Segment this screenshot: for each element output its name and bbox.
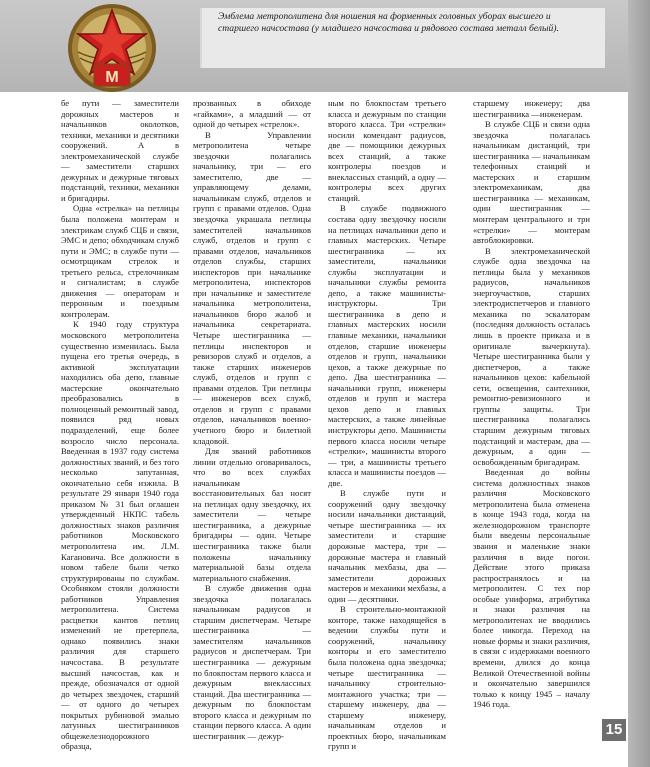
image-caption: Эмблема метрополитена для ношения на форменных головных уборах высшего и старшего начсостава (у младшего начсостава и рядового состава металл белый).: [200, 8, 605, 68]
paragraph: бе пути — заместители дорожных мастеров и начальников околотков, техники, механики и десятники сооружений. А в электромеханической службе — заместители старших дежурных и дежурные тяговых подстанций, техники, механики и бригадиры.: [61, 98, 179, 203]
paragraph: Введенная до войны система должностных знаков различия Московского метрополитена была отменена в конце 1943 года, когда на железнодорожном транспорте были введены персональные звания и маленькие знаки различия в виде погон. Действие этого приказа распространялось и на метрополитен. С тех пор особые униформа, атрибутика и знаки различия на метрополитенах не вводились более никогда. Переход на новые формы и знаки различия, в связи с издержками военного времени, длился до конца Великой Отечественной войны и окончательно завершился только к концу 1945 – началу 1946 года.: [473, 467, 590, 710]
paragraph: старшему инженеру; два шестигранника —инженерам.: [473, 98, 590, 119]
paragraph: Для званий работников линии отдельно оговаривалось, что во всех службах начальникам восстановительных баз носят на петлицах одну звездочку, их заместители — четыре шестигранника, а дежурные бригадиры — один. Четыре шестигранника также были положены начальнику материальной базы отдела материального снабжения.: [193, 446, 311, 583]
paragraph: В службе подвижного состава одну звездочку носили на петлицах начальники депо и главных мастерских. Четыре шестигранника — их заместители, начальники службы эксплуатации и начальники службы ремонта депо, а также машинисты-инструкторы. Три шестигранника в депо и главных мастерских носили главные механики, начальники отделов, старшие инженеры отделов и групп, начальники цехов, а также дежурные по депо. Два шестигранника — начальники групп, инженеры отделов и групп и мастера цехов депо и главных мастерских, а также линейные инструкторы депо. Машинисты первого класса носили четыре «стрелки», машинисты второго — три, а машинисты третьего класса и машинисты поездов — две.: [328, 203, 446, 488]
paragraph: В электромеханической службе одна звездочка на петлицы была у механиков радиусов, начальников энергоучастков, старших электродиспетчеров и главного механика по эскалаторам (последняя должность осталась лишь в проекте приказа и в оригинале вычеркнута). Четыре шестигранника были у диспетчеров, а также начальников цехов: кабельной сети, освещения, сантехники, ремонтно-ревизионного и группы защиты. Три шестигранника полагались старшим дежурным тяговых подстанций и мастерам, два — дежурным, а один — освобожденным бригадирам.: [473, 245, 590, 467]
right-edge-bar: [628, 0, 650, 767]
paragraph: В Управлении метрополитена четыре звездочки полагались начальнику, три — его заместителю, две — управляющему делами, начальникам служб, отделов и групп с правами отделов. Одна звездочка украшала петлицы заместителей начальников служб, отделов и групп с правами отделов, начальников отделов службы, старших инспекторов при начальнике метрополитена, инспекторов при начальнике и заместителе начальника метрополитена, начальников бюро жалоб и начальника секретариата. Четыре шестигранника — петлицы инспекторов и ревизоров служб и отделов, а также старших инженеров служб, отделов и групп с правами отделов. Три петлицы — инженеров всех служб, отделов и групп с правами отделов, начальников военно-учетного бюро и билетной кладовой.: [193, 129, 311, 446]
paragraph: В службе пути и сооружений одну звездочку носили начальники дистанций, четыре шестигранника — их заместители и старшие дорожные мастера, три — дорожные мастера и главный начальник мехбазы, два — заместители дорожных мастеров и механики мехбазы, а один — десятники.: [328, 488, 446, 604]
paragraph: Одна «стрелка» на петлицы была положена монтерам и электрикам служб СЦБ и связи, ЭМС и депо; обходчикам служб пути и ЭМС; в службе пути — осмотрщикам стрелок и третьего рельса, стрелочникам и сигналистам; в службе движения — операторам и перронным и поездным контролерам.: [61, 203, 179, 319]
paragraph: В строительно-монтажной конторе, также находящейся в ведении службы пути и сооружений, начальнику конторы и его заместителю была положена одна звездочка; четыре шестигранника — начальнику строительно-монтажного участка; три — старшему инженеру, два — старшему инженеру, начальникам отделов и проектных бюро, начальникам групп и: [328, 604, 446, 752]
metro-emblem-icon: [64, 2, 160, 94]
text-column-3: [328, 98, 446, 752]
text-column-2: [193, 98, 311, 741]
paragraph: В службе СЦБ и связи одна звездочка полагалась начальникам дистанций, три шестигранника — начальникам телефонных станций и мастерских и старшим электромеханикам, два шестигранника — механикам, один шестигранник — монтерам центрального и три «стрелки» — монтерам автоблокировки.: [473, 119, 590, 246]
paragraph: В службе движения одна звездочка полагалась начальникам радиусов и старшим диспетчерам. Четыре шестигранника — заместителям начальников радиусов и диспетчерам. Три шестигранника — дежурным по блокпостам первого класса и дежурным внеклассных станций. Два шестигранника — дежурным по блокпостам второго класса и дежурным по станции первого класса. А один шестигранник — дежур-: [193, 583, 311, 741]
emblem-letter: М: [105, 69, 119, 86]
text-column-1: [61, 98, 179, 752]
paragraph: ным по блокпостам третьего класса и дежурным по станции второго класса. Три «стрелки» носили комендант радиусов, две — помощники дежурных всех станций, а также контролеры поездов и внеклассных станций, а одну — контролеры всех других станций.: [328, 98, 446, 203]
text-column-4: [473, 98, 590, 710]
paragraph: прозванных в обиходе «гайками», а младший — от одной до четырех «стрелок».: [193, 98, 311, 130]
paragraph: К 1940 году структура московского метрополитена существенно изменилась. Была пущена его третья очередь, в активной эксплуатации находились оба депо, главные мастерские окончательно преобразовались в полноценный ремонтный завод, появился ряд новых подразделений, еще более возросло число персонала. Введенная в 1937 году система должностных званий, и без того несколько запутанная, окончательно себя изжила. В результате 29 января 1940 года приказом № 31 был оглашен утвержденный НКПС табель должностных знаков различия работников Московского метрополитена им. Л.М. Кагановича. Все должности в новом табеле были четко структурированы по службам. Особняком стояли должности работников Управления метрополитена. Система расцветки кантов петлиц изменений не претерпела, однако появились знаки различия для старшего начсостава. В результате высший начсостав, как и прежде, обозначался от одной до четырех звездочек, старший — от одного до четырех покрытых рубиновой эмалью латунных шестигранников общежелезнодорожного образца,: [61, 319, 179, 752]
page-number: 15: [602, 719, 626, 741]
